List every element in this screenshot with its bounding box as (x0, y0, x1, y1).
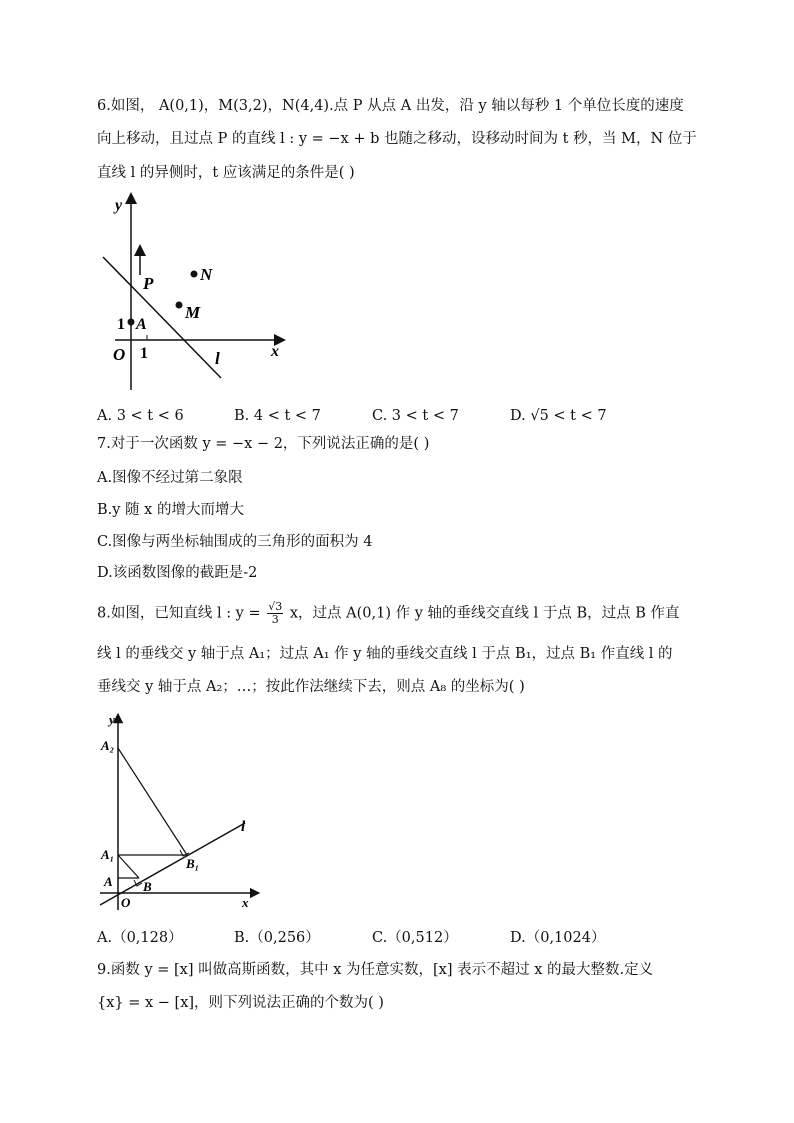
q6-option-d[interactable]: D. √5 < t < 7 (510, 408, 607, 424)
q6-stem-line-1: 6.如图， A(0,1)，M(3,2)，N(4,4).点 P 从点 A 出发，沿 y 轴以每秒 1 个单位长度的速度 (97, 98, 684, 114)
q8-label-b: B (143, 879, 152, 894)
q8-stem-post: x，过点 A(0,1) 作 y 轴的垂线交直线 l 于点 B，过点 B 作直 (289, 605, 680, 622)
q8-option-b[interactable]: B.（0,256） (234, 930, 320, 946)
q6-label-a: A (136, 316, 147, 333)
q8-segment-b1a2 (118, 748, 187, 855)
q8-fraction (267, 601, 283, 626)
q6-stem-line-2: 向上移动，且过点 P 的直线 l : y = −x + b 也随之移动，设移动时间为 t 秒，当 M，N 位于 (97, 131, 697, 147)
q9-stem-line-1: 9.函数 y = [x] 叫做高斯函数，其中 x 为任意实数，[x] 表示不超过 x 的最大整数.定义 (97, 962, 654, 978)
q8-option-c[interactable]: C.（0,512） (372, 930, 458, 946)
q8-origin-label: O (121, 895, 131, 910)
q8-fraction-denominator: 3 (271, 613, 279, 626)
q6-origin-label: O (113, 345, 126, 364)
q8-option-a[interactable]: A.（0,128） (97, 930, 183, 946)
q8-y-label: y (109, 712, 115, 727)
q9-stem-line-2: {x} = x − [x]，则下列说法正确的个数为( ) (97, 995, 384, 1011)
q6-point-m (176, 302, 183, 309)
q7-option-c[interactable]: C.图像与两坐标轴围成的三角形的面积为 4 (97, 534, 373, 550)
q7-option-a[interactable]: A.图像不经过第二象限 (97, 470, 243, 486)
q6-option-a[interactable]: A. 3 < t < 6 (97, 408, 184, 424)
q8-stem-line-2: 线 l 的垂线交 y 轴于点 A₁；过点 A₁ 作 y 轴的垂线交直线 l 于点 B₁，过点 B₁ 作直线 l 的 (97, 646, 673, 662)
q6-point-n (191, 271, 198, 278)
q8-label-l: l (241, 819, 246, 835)
q6-label-n: N (200, 265, 213, 284)
q8-label-a: A (104, 874, 113, 889)
q8-label-a2: A₂ (101, 738, 115, 753)
q8-stem-line-3: 垂线交 y 轴于点 A₂；…；按此作法继续下去，则点 A₈ 的坐标为( ) (97, 679, 525, 695)
q6-label-l: l (215, 349, 220, 368)
q7-option-d[interactable]: D.该函数图像的截距是-2 (97, 565, 258, 581)
q6-label-m: M (185, 303, 201, 322)
q6-stem-line-3: 直线 l 的异侧时，t 应该满足的条件是( ) (97, 165, 355, 181)
q8-fraction-numerator: √3 (268, 600, 283, 613)
q7-stem: 7.对于一次函数 y = −x − 2，下列说法正确的是( ) (97, 436, 430, 452)
q6-option-b[interactable]: B. 4 < t < 7 (234, 408, 321, 424)
q8-stem-line-1 (97, 601, 680, 626)
q8-label-b1: B₁ (186, 856, 200, 871)
q6-figure (95, 190, 295, 395)
q6-x-one-label: 1 (140, 345, 148, 362)
q8-label-a1: A₁ (101, 847, 115, 862)
q6-option-c[interactable]: C. 3 < t < 7 (372, 408, 459, 424)
q8-option-d[interactable]: D.（0,1024） (510, 930, 606, 946)
q6-point-a (128, 319, 135, 326)
q8-stem-pre: 8.如图，已知直线 l : y = (97, 605, 261, 622)
q8-figure (95, 710, 270, 915)
q7-option-b[interactable]: B.y 随 x 的增大而增大 (97, 502, 244, 518)
q6-label-p: P (143, 274, 154, 293)
q6-y-one-label: 1 (117, 316, 125, 333)
q8-x-label: x (242, 895, 249, 910)
q6-x-label: x (271, 343, 279, 360)
q6-y-label: y (115, 197, 123, 214)
q8-segment-ba1 (118, 855, 139, 878)
